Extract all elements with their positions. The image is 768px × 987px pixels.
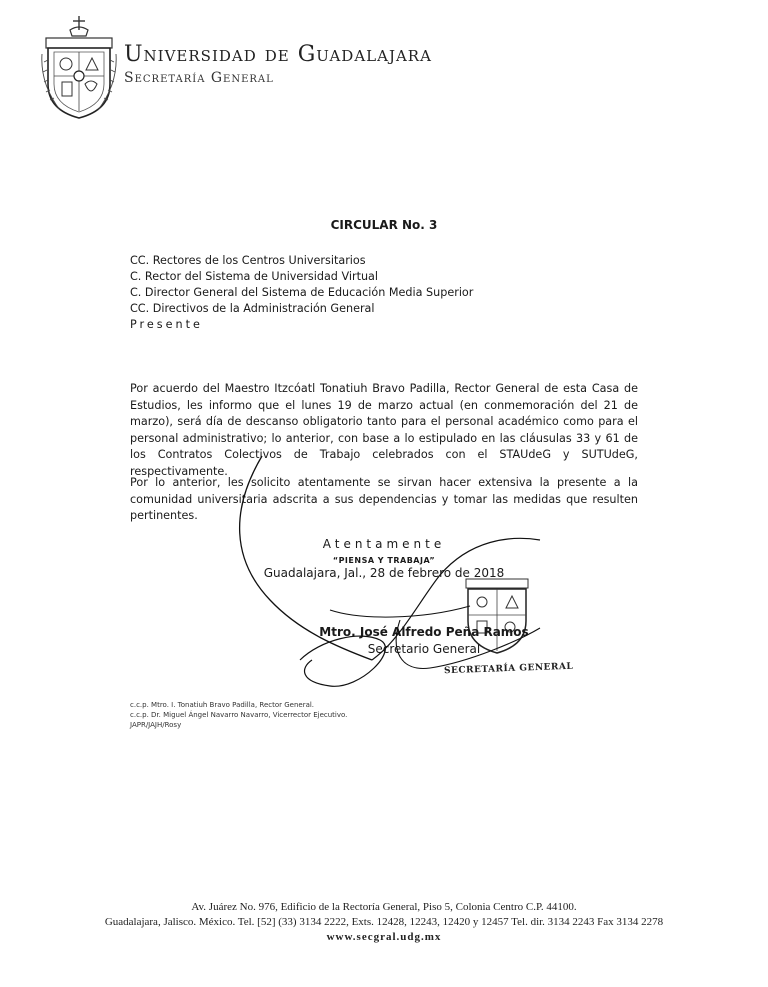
cc-line: c.c.p. Dr. Miguel Ángel Navarro Navarro, Vicerrector Ejecutivo. [130,711,348,719]
letterhead-footer [0,900,768,945]
signer-role: Secretario General [367,642,481,656]
stamp-text: SECRETARÍA GENERAL [443,661,574,677]
body-paragraph-2: Por lo anterior, les solicito atentamente se sirvan hacer extensiva la presente a la comunidad universitaria adscrita a sus dependencias y tomar las medidas que resulten pertinentes. [130,476,638,522]
circular-title: CIRCULAR No. 3 [330,218,438,232]
department-name: Secretaría General [124,70,274,86]
recipient-line: C. Rector del Sistema de Universidad Virtual [130,270,379,283]
presente-salutation: Presente [130,318,203,331]
university-crest-logo [40,14,118,122]
footer-website: www.secgral.udg.mx [326,931,442,943]
body-paragraph-1: Por acuerdo del Maestro Itzcóatl Tonatiuh Bravo Padilla, Rector General de esta Casa de Estudios, les informo que el lunes 19 de marzo actual (en conmemoración del 21 de marzo), será día de descanso obligatorio tanto para el personal académico como para el personal administrativo; lo anterior, con base a lo estipulado en las cláusulas 33 y 61 de los Contratos Colectivos de Trabajo celebrados con el STAUdeG y SUTUdeG, respectivamente. [130,382,638,478]
signer-name: Mtro. José Alfredo Peña Ramos [319,625,529,639]
recipients-block [130,253,473,333]
cc-line: c.c.p. Mtro. I. Tonatiuh Bravo Padilla, Rector General. [130,701,315,709]
recipient-line: C. Director General del Sistema de Educación Media Superior [130,286,474,299]
place-and-date: Guadalajara, Jal., 28 de febrero de 2018 [263,566,505,580]
university-name: Universidad de Guadalajara [124,42,432,67]
closing-motto: “PIENSA Y TRABAJA” [332,556,436,565]
carbon-copy-block [130,700,347,730]
footer-contact: Guadalajara, Jalisco. México. Tel. [52] (33) 3134 2222, Exts. 12428, 12243, 12420 y 12457 Tel. dir. 3134 2243 Fax 3134 2278 [104,916,664,928]
recipient-line: CC. Directivos de la Administración General [130,302,375,315]
closing-atentamente: Atentamente [322,537,446,551]
cc-line: JAPR/JAJH/Rosy [130,721,182,729]
recipient-line: CC. Rectores de los Centros Universitarios [130,254,366,267]
footer-address: Av. Juárez No. 976, Edificio de la Rectoría General, Piso 5, Colonia Centro C.P. 44100. [191,901,577,913]
